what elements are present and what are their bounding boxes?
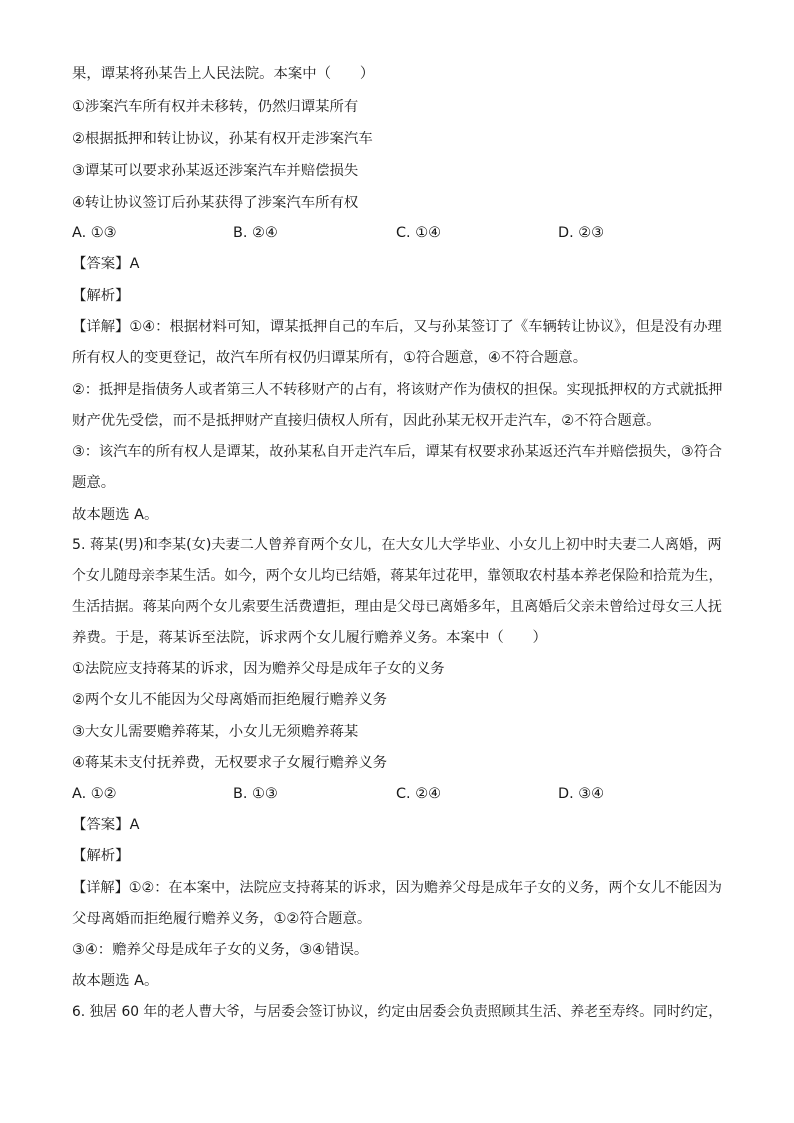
q4-explanation-line-1: 【详解】①④：根据材料可知，谭某抵押自己的车后，又与孙某签订了《车辆转让协议》，但是没有办理 xyxy=(72,319,722,335)
q4-explanation-line-3: ②：抵押是指债务人或者第三人不转移财产的占有，将该财产作为债权的担保。实现抵押权的方式就抵押 xyxy=(72,382,723,398)
q5-stem-line-1: 5. 蒋某(男)和李某(女)夫妻二人曾养育两个女儿，在大女儿大学毕业、小女儿上初中时夫妻二人离婚，两 xyxy=(72,537,722,553)
q5-options xyxy=(72,784,722,804)
q5-statement-3: ③大女儿需要赡养蒋某，小女儿无须赡养蒋某 xyxy=(72,724,359,740)
q5-stem-line-3: 生活拮据。蒋某向两个女儿索要生活费遭拒，理由是父母已离婚多年，且离婚后父亲未曾给过母女三人抚 xyxy=(72,599,723,615)
q5-statement-1: ①法院应支持蒋某的诉求，因为赡养父母是成年子女的义务 xyxy=(72,661,445,677)
q4-analysis-label: 【解析】 xyxy=(72,288,130,304)
q4-conclusion: 故本题选 A。 xyxy=(72,507,159,523)
q4-option-b: B. ②④ xyxy=(233,225,278,241)
q4-explanation-line-5: ③：该汽车的所有权人是谭某，故孙某私自开走汽车后，谭某有权要求孙某返还汽车并赔偿损失，③符合 xyxy=(72,444,722,460)
q4-answer: 【答案】A xyxy=(72,256,140,272)
q5-analysis-label: 【解析】 xyxy=(72,848,130,864)
q4-stem-tail: 果，谭某将孙某告上人民法院。本案中（ ） xyxy=(72,66,375,82)
q5-explanation-line-3: ③④：赡养父母是成年子女的义务，③④错误。 xyxy=(72,942,369,958)
q5-statement-2: ②两个女儿不能因为父母离婚而拒绝履行赡养义务 xyxy=(72,692,388,708)
q5-explanation-line-2: 父母离婚而拒绝履行赡养义务，①②符合题意。 xyxy=(72,911,372,927)
q5-option-b: B. ①③ xyxy=(233,786,278,802)
q5-option-a: A. ①② xyxy=(72,786,117,802)
q5-option-d: D. ③④ xyxy=(558,786,605,802)
q5-statement-4: ④蒋某未支付抚养费，无权要求子女履行赡养义务 xyxy=(72,755,388,771)
q4-explanation-line-2: 所有权人的变更登记，故汽车所有权仍归谭某所有，①符合题意，④不符合题意。 xyxy=(72,350,588,366)
q4-statement-1: ①涉案汽车所有权并未移转，仍然归谭某所有 xyxy=(72,99,359,115)
q4-explanation-line-6: 题意。 xyxy=(72,475,116,491)
q4-statement-4: ④转让协议签订后孙某获得了涉案汽车所有权 xyxy=(72,195,359,211)
q4-statement-2: ②根据抵押和转让协议，孙某有权开走涉案汽车 xyxy=(72,131,373,147)
q4-options xyxy=(72,223,722,243)
q4-option-c: C. ①④ xyxy=(396,225,441,241)
q5-stem-line-4: 养费。于是，蒋某诉至法院，诉求两个女儿履行赡养义务。本案中（ ） xyxy=(72,630,547,646)
q4-statement-3: ③谭某可以要求孙某返还涉案汽车并赔偿损失 xyxy=(72,163,359,179)
q6-stem-line-1: 6. 独居 60 年的老人曹大爷，与居委会签订协议，约定由居委会负责照顾其生活、养老至寿终。同时约定， xyxy=(72,1004,722,1020)
q4-option-a: A. ①③ xyxy=(72,225,117,241)
q4-explanation-line-4: 财产优先受偿，而不是抵押财产直接归债权人所有，因此孙某无权开走汽车，②不符合题意。 xyxy=(72,413,661,429)
q5-explanation-line-1: 【详解】①②：在本案中，法院应支持蒋某的诉求，因为赡养父母是成年子女的义务，两个女儿不能因为 xyxy=(72,880,722,896)
q5-answer: 【答案】A xyxy=(72,817,140,833)
q5-conclusion: 故本题选 A。 xyxy=(72,973,159,989)
q4-option-d: D. ②③ xyxy=(558,225,605,241)
q5-option-c: C. ②④ xyxy=(396,786,441,802)
q5-stem-line-2: 个女儿随母亲李某生活。如今，两个女儿均已结婚，蒋某年过花甲，靠领取农村基本养老保险和拾荒为生， xyxy=(72,568,723,584)
